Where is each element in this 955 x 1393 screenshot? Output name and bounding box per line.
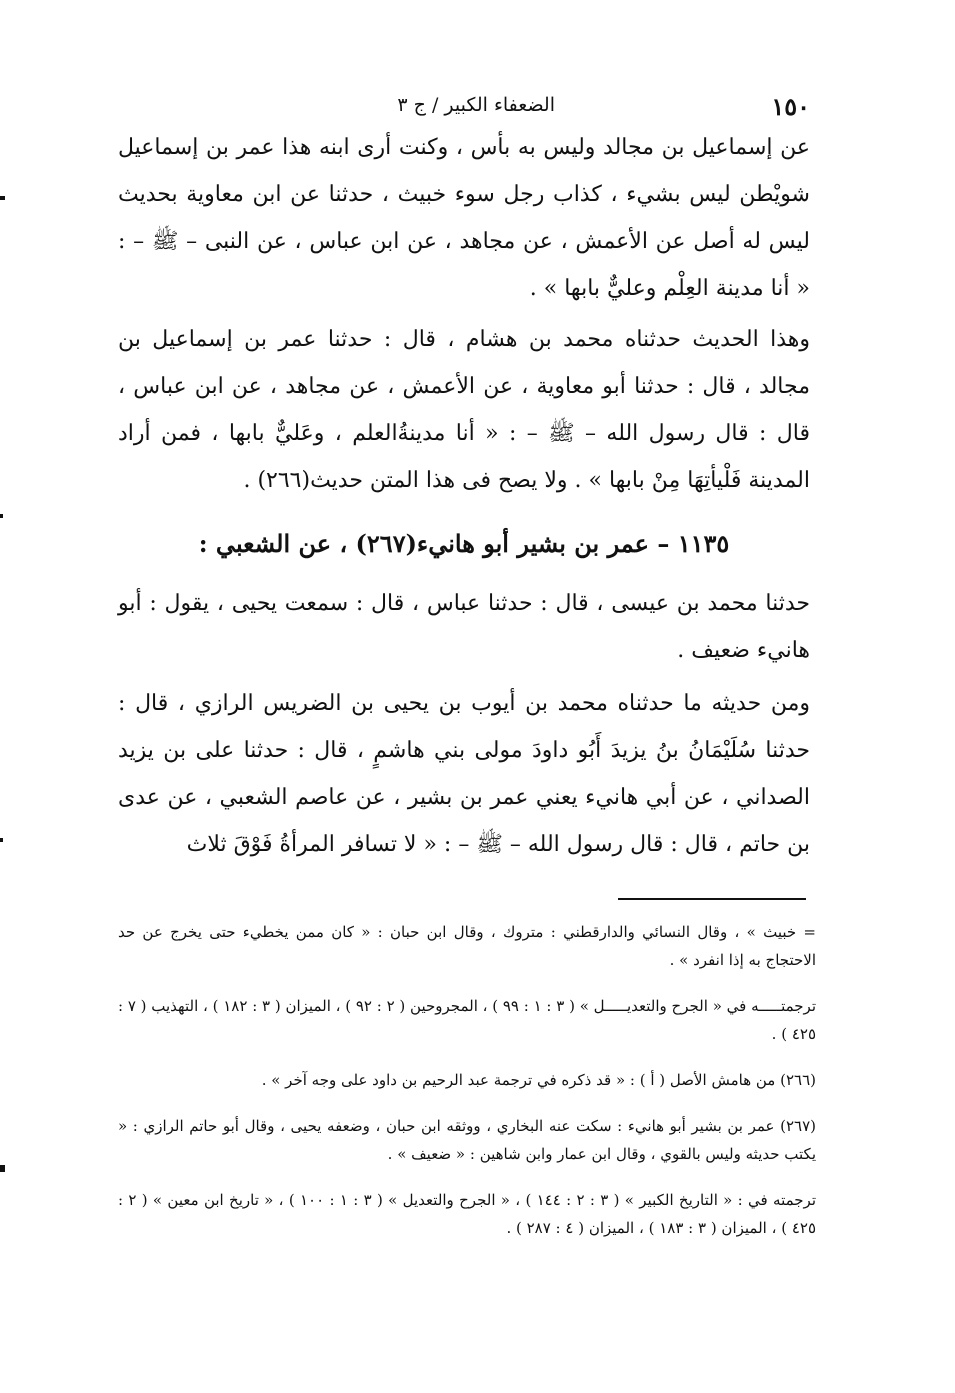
entry-heading: ١١٣٥ – عمر بن بشير أبو هانيء(٢٦٧) ، عن الشعبي :: [198, 529, 730, 558]
footnote-separator: [618, 898, 806, 900]
body-paragraph: عن إسماعيل بن مجالد وليس به بأس ، وكنت أرى ابنه هذا عمر بن إسماعيل شويْطن ليس بشيء ، كذاب رجل سوء خبيث ، حدثنا عن ابن معاوية بحديث ليس له أصل عن الأعمش ، عن مجاهد ، عن ابن عباس ، عن النبى – ﷺ – : « أنا مدينة العِلْم وعليٌّ بابها » .: [118, 135, 810, 301]
footnote: (٢٦٦) من هامش الأصل ( أ ) : « قد ذكره في ترجمة عبد الرحيم بن داود على وجه آخر » .: [261, 1071, 816, 1089]
footnote: ترجمتـــــه في « الجرح والتعديـــــل » ( ٣ : ١ : ٩٩ ) ، المجروحين ( ٢ : ٩٢ ) ، الميزان ( ٣ : ١٨٢ ) ، التهذيب ( ٧ : ٤٢٥ ) .: [118, 997, 817, 1043]
footnotes: [118, 918, 816, 1260]
scan-margin-mark: [0, 514, 3, 518]
body-paragraph: وهذا الحديث حدثناه محمد بن هشام ، قال : حدثنا عمر بن إسماعيل بن مجالد ، قال : حدثنا أبو معاوية ، عن الأعمش ، عن مجاهد ، عن ابن عباس ، قال : قال رسول الله – ﷺ – : « أنا مدينةُالعلم ، وعَليٌّ بابها ، فمن أراد المدينة فَلْيأتِهَا مِنْ بابها » . ولا يصح فى هذا المتن حديث(٢٦٦) .: [118, 327, 810, 493]
footnote: (٢٦٧) عمر بن بشير أبو هانيء : سكت عنه البخاري ، ووثقه ابن حبان ، وضعفه يحيى ، وقال أبو حاتم الرازي : « يكتب حديثه وليس بالقوي ، وقال ابن عمار وابن شاهين : « ضعيف » .: [118, 1117, 816, 1163]
entry-paragraph: ومن حديثه ما حدثناه محمد بن أيوب بن يحيى بن الضريس الرازي ، قال : حدثنا سُلَيْمَانُ بنُ يزيدَ أَبُو داودَ مولى بني هاشمٍ ، قال : حدثنا على بن يزيد الصداني ، عن أبي هانيء يعني عمر بن بشير ، عن عاصم الشعبي ، عن عدى بن حاتم ، قال : قال رسول الله – ﷺ – : « لا تسافر المرأةُ فَوْقَ ثلاث: [118, 691, 810, 857]
footnote: = خبيث » ، وقال النسائي والدارقطني : متروك ، وقال ابن حبان : « كان ممن يخطيء حتى يخرج عن حد الاحتجاج به إذا انفرد » .: [118, 923, 816, 969]
entry-paragraph: حدثنا محمد بن عيسى ، قال : حدثنا عباس ، قال : سمعت يحيى ، يقول : أبو هانيء ضعيف .: [118, 591, 810, 663]
page-header: [118, 92, 810, 124]
scan-margin-mark: [0, 1165, 5, 1172]
page-number: ١٥٠: [771, 92, 810, 121]
scan-margin-mark: [0, 838, 3, 842]
scan-margin-mark: [0, 196, 5, 200]
running-title: الضعفاء الكبير / ج ٣: [397, 94, 555, 116]
footnote: ترجمته في : « التاريخ الكبير » ( ٣ : ٢ : ١٤٤ ) ، « الجرح والتعديل » ( ٣ : ١ : ١٠٠ ) ، « تاريخ ابن معين » ( ٢ : ٤٢٥ ) ، الميزان ( ٣ : ١٨٣ ) ، الميزان ( ٤ : ٢٨٧ ) .: [118, 1191, 816, 1237]
